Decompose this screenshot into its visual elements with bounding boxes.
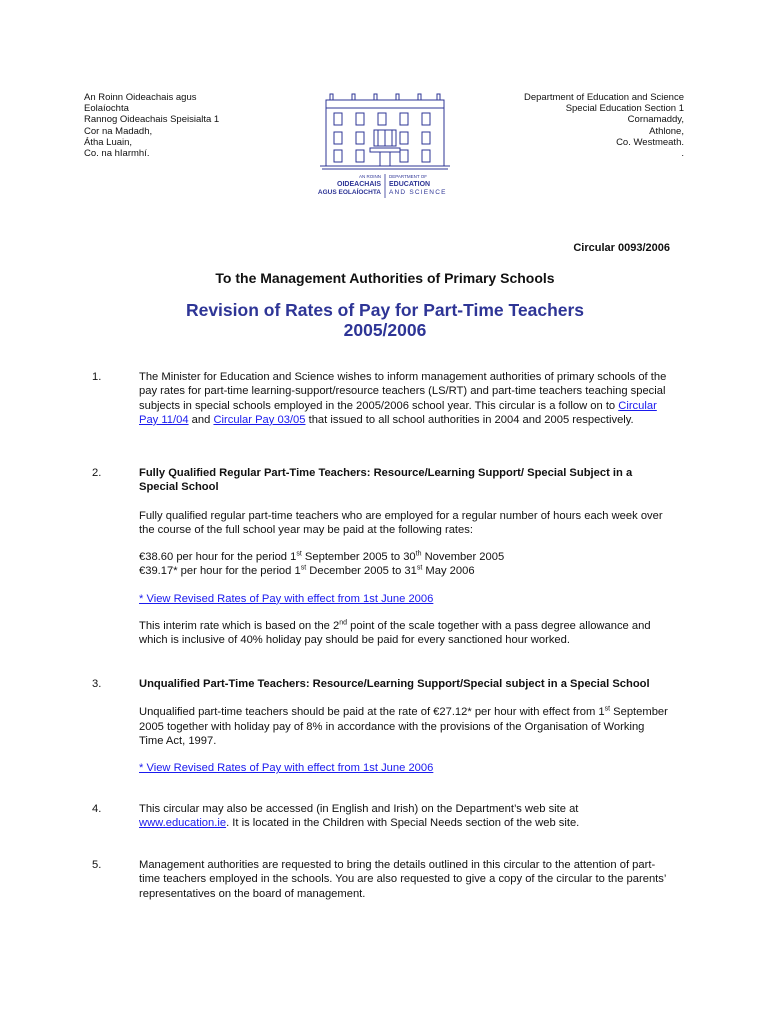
logo-english-line-1: DEPARTMENT OF [389,174,428,179]
section-body [139,370,669,440]
logo-irish-line-3: AGUS EOLAÍOCHTA [317,189,381,196]
document-title [0,300,770,340]
text: that issued to all school authorities in 2004 and 2005 respectively. [305,413,634,426]
education-website-link[interactable]: www.education.ie [139,817,227,830]
ordinal: st [604,705,611,713]
circular-pay-03-05-link[interactable]: Circular Pay 03/05 [213,413,306,426]
section-heading: Unqualified Part-Time Teachers: Resource/Learning Support/Special subject in a Special School [139,678,650,690]
title-line-1: Revision of Rates of Pay for Part-Time Teachers [185,300,585,320]
section-number: 3. [92,678,102,690]
section-heading: Fully Qualified Regular Part-Time Teachers: Resource/Learning Support/ Special Subject in a Special School [139,467,633,494]
section-body [139,802,669,844]
department-logo [300,86,470,201]
revised-rates-link[interactable]: * View Revised Rates of Pay with effect from 1st June 2006 [139,762,434,775]
building-crest-icon [300,86,470,201]
ordinal: st [296,550,302,558]
text: November 2005 [421,551,505,564]
ordinal: th [415,550,422,558]
text: May 2006 [422,565,475,578]
text: This interim rate which is based on the 2 [139,620,340,633]
paragraph [139,705,669,748]
address-line: Athlone, [649,125,684,137]
address-line: Cor na Madadh, [84,125,153,137]
text: . It is located in the Children with Special Needs section of the web site. [226,817,580,830]
text: and [188,413,214,426]
text: Unqualified part-time teachers should be paid at the rate of €27.12* per hour with effect from 1 [139,706,605,719]
section-number: 1. [92,371,102,383]
text: September 2005 to 30 [301,551,416,564]
logo-english-line-2: EDUCATION [389,181,431,188]
text: point of the scale together with a pass degree allowance and which is inclusive of 40% holiday pay should be paid for every sanctioned hour worked. [139,620,651,647]
section-body [139,466,669,661]
address-line: Co. na hIarmhí. [84,148,150,160]
title-line-2: 2005/2006 [343,320,427,340]
address-line: Eolaíochta [84,103,129,115]
circular-pay-11-04-link[interactable]: Circular Pay 11/04 [139,399,657,426]
paragraph [139,619,669,648]
addressee: To the Management Authorities of Primary Schools [215,270,555,286]
ordinal: st [300,564,307,572]
link-paragraph [139,761,669,775]
text: September 2005 together with holiday pay of 8% in accordance with the provisions of the Organisation of Working Time Act, 1997. [139,706,668,747]
address-line: Átha Luain, [84,136,133,148]
text: December 2005 to 31 [306,565,417,578]
circular-number: Circular 0093/2006 [573,242,670,254]
text: €38.60 per hour for the period 1 [139,551,297,564]
rates [139,550,669,579]
paragraph [139,370,669,427]
paragraph: Fully qualified regular part-time teachers who are employed for a regular number of hours each week over the course of the full school year may be paid at the following rates: [139,509,663,536]
ordinal: nd [339,619,348,627]
revised-rates-link[interactable]: * View Revised Rates of Pay with effect from 1st June 2006 [139,592,434,605]
address-line: Department of Education and Science [523,92,684,103]
address-line: Cornamaddy, [627,114,684,126]
address-line: Special Education Section 1 [565,103,684,115]
irish-address [84,92,219,159]
english-address [524,92,684,159]
text: €39.17* per hour for the period 1 [139,565,301,578]
section-number: 4. [92,803,102,815]
section-number: 2. [92,467,102,479]
logo-irish-line-2: OIDEACHAIS [337,181,381,188]
address-line: Rannog Oideachais Speisialta 1 [84,114,220,126]
logo-english-line-3: AND SCIENCE [389,189,447,196]
ordinal: st [416,564,423,572]
address-line: Co. Westmeath. [616,136,684,148]
paragraph [139,802,669,831]
section-body [139,858,669,914]
text: This circular may also be accessed (in English and Irish) on the Department’s web site at [139,803,579,815]
section-number: 5. [92,859,102,871]
logo-irish-line-1: AN ROINN [358,174,381,179]
address-line: An Roinn Oideachais agus [84,92,197,103]
paragraph: Management authorities are requested to bring the details outlined in this circular to the attention of part-time teachers employed in the schools. You are also requested to give a copy of the circular to the parents’ representatives on the board of management. [139,859,666,900]
address-line: . [681,148,684,160]
text: The Minister for Education and Science wishes to inform management authorities of primary schools of the pay rates for part-time learning-support/resource teachers (LS/RT) and part-time teachers teaching special subjects in special schools employed in the 2005/2006 school year. This circular is a follow on to [139,371,667,412]
link-paragraph [139,592,669,606]
section-body [139,677,669,788]
